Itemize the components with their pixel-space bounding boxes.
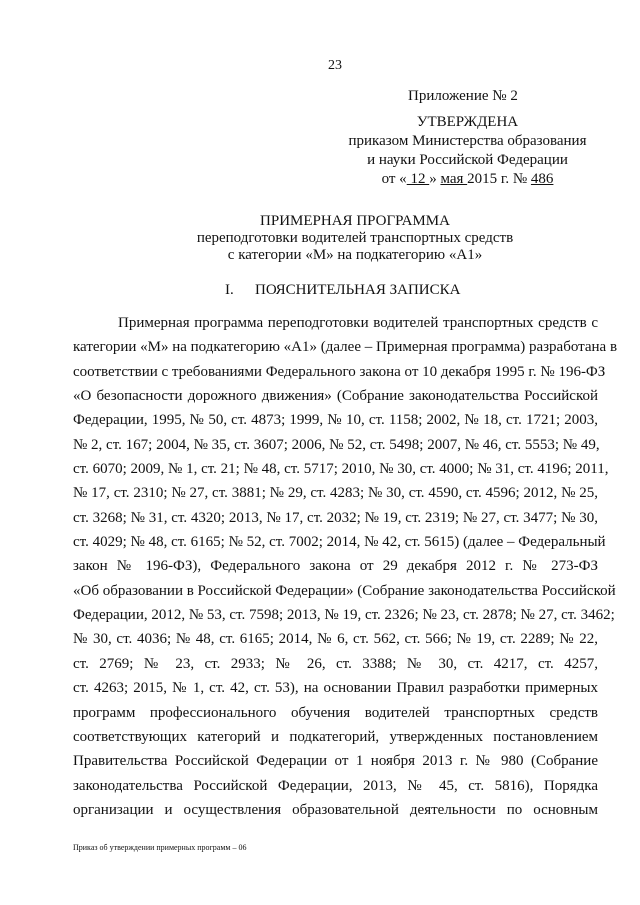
page-footer: Приказ об утверждении примерных программ – 06 bbox=[73, 843, 247, 852]
program-title bbox=[190, 213, 520, 264]
approval-date-line bbox=[345, 170, 590, 189]
body-line: № 2, ст. 167; 2004, № 35, ст. 3607; 2006, № 52, ст. 5498; 2007, № 46, ст. 5553; № 49, bbox=[73, 436, 600, 453]
program-title-line-2: переподготовки водителей транспортных средств bbox=[196, 230, 514, 246]
body-line: закон № 196-ФЗ), Федерального закона от 29 декабря 2012 г. № 273-ФЗ bbox=[73, 558, 598, 575]
body-line: «Об образовании в Российской Федерации» (Собрание законодательства Российской bbox=[73, 582, 616, 599]
approval-heading: УТВЕРЖДЕНА bbox=[416, 114, 519, 130]
date-month: мая bbox=[440, 171, 468, 187]
approval-line-1: приказом Министерства образования bbox=[348, 133, 587, 149]
body-line: «О безопасности дорожного движения» (Собрание законодательства Российской bbox=[73, 388, 598, 405]
date-mid-1: » bbox=[429, 171, 441, 187]
body-line: организации и осуществления образовательной деятельности по основным bbox=[73, 801, 598, 818]
program-title-line-1: ПРИМЕРНАЯ ПРОГРАММА bbox=[260, 213, 450, 229]
body-line: категории «М» на подкатегорию «А1» (далее – Примерная программа) разработана в bbox=[73, 339, 618, 356]
date-day: 12 bbox=[406, 171, 430, 187]
date-prefix: от « bbox=[381, 171, 407, 187]
body-line: соответствующих категорий и подкатегорий, утвержденных постановлением bbox=[73, 728, 598, 745]
body-line: ст. 6070; 2009, № 1, ст. 21; № 48, ст. 5717; 2010, № 30, ст. 4000; № 31, ст. 4196; 2011, bbox=[73, 461, 609, 478]
section-heading bbox=[225, 282, 460, 299]
section-title: ПОЯСНИТЕЛЬНАЯ ЗАПИСКА bbox=[255, 282, 461, 298]
body-line: Федерации, 1995, № 50, ст. 4873; 1999, № 10, ст. 1158; 2002, № 18, ст. 1721; 2003, bbox=[73, 412, 598, 429]
body-line: Примерная программа переподготовки водителей транспортных средств с bbox=[118, 315, 598, 331]
date-mid-2: 2015 г. № bbox=[467, 171, 531, 187]
body-line: соответствии с требованиями Федерального закона от 10 декабря 1995 г. № 196-ФЗ bbox=[73, 363, 606, 380]
body-line: ст. 4263; 2015, № 1, ст. 42, ст. 53), на основании Правил разработки примерных bbox=[73, 680, 598, 697]
body-line: законодательства Российской Федерации, 2013, № 45, ст. 5816), Порядка bbox=[73, 777, 598, 794]
section-number: I. bbox=[225, 282, 234, 298]
approval-block bbox=[345, 113, 590, 189]
body-paragraph bbox=[73, 311, 618, 822]
approval-line-2: и науки Российской Федерации bbox=[367, 152, 568, 168]
body-line: ст. 2769; № 23, ст. 2933; № 26, ст. 3388; № 30, ст. 4217, ст. 4257, bbox=[73, 655, 598, 672]
body-line: Правительства Российской Федерации от 1 ноября 2013 г. № 980 (Собрание bbox=[73, 753, 598, 770]
body-line: программ профессионального обучения водителей транспортных средств bbox=[73, 704, 598, 721]
body-line: № 17, ст. 2310; № 27, ст. 3881; № 29, ст. 4283; № 30, ст. 4590, ст. 4596; 2012, № 25, bbox=[73, 485, 598, 502]
body-line: № 30, ст. 4036; № 48, ст. 6165; 2014, № 6, ст. 562, ст. 566; № 19, ст. 2289; № 22, bbox=[73, 631, 598, 648]
program-title-line-3: с категории «М» на подкатегорию «А1» bbox=[227, 247, 483, 263]
body-line: ст. 4029; № 48, ст. 6165; № 52, ст. 7002; 2014, № 42, ст. 5615) (далее – Федеральный bbox=[73, 534, 606, 551]
body-line: ст. 3268; № 31, ст. 4320; 2013, № 17, ст. 2032; № 19, ст. 2319; № 27, ст. 3477; № 30, bbox=[73, 509, 598, 526]
order-number: 486 bbox=[530, 171, 554, 187]
appendix-label: Приложение № 2 bbox=[408, 88, 518, 104]
body-line: Федерации, 2012, № 53, ст. 7598; 2013, № 19, ст. 2326; № 23, ст. 2878; № 27, ст. 3462; bbox=[73, 607, 615, 624]
page-number: 23 bbox=[328, 58, 342, 73]
